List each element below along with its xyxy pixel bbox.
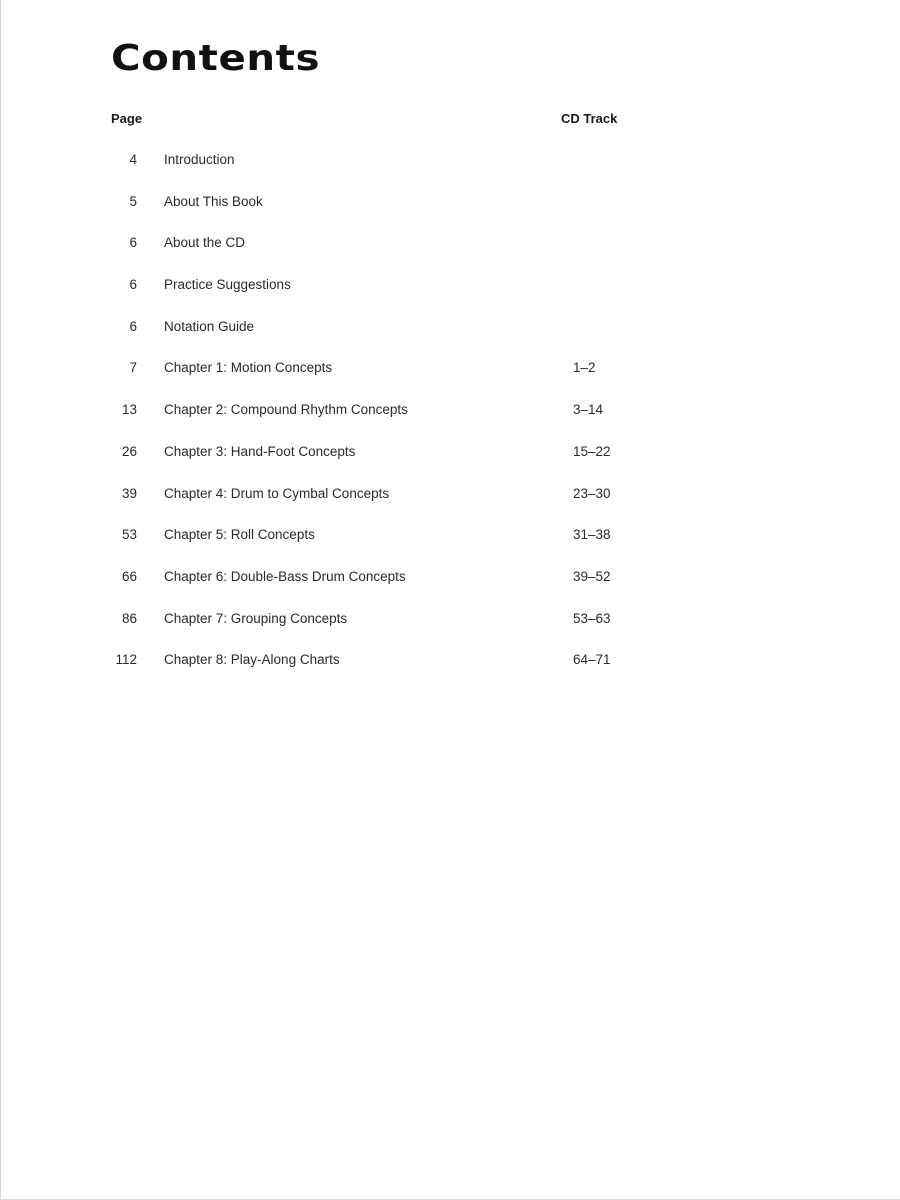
toc-cd-track: 64–71 [573,652,611,668]
toc-cd-track: 31–38 [573,527,611,543]
toc-page-number: 26 [121,443,137,459]
toc-cd-track: 1–2 [573,360,596,376]
toc-page-number: 6 [129,277,137,293]
toc-row [1,442,900,484]
toc-entry-title: Chapter 1: Motion Concepts [164,360,333,376]
toc-page-number: 13 [121,402,137,418]
toc-entry-title: Chapter 2: Compound Rhythm Concepts [164,402,408,418]
cd-track-column-header: CD Track [561,111,618,126]
toc-cd-track: 23–30 [573,485,611,501]
toc-row [1,317,900,359]
toc-entry-title: About This Book [164,193,263,209]
toc-page-number: 66 [121,568,137,584]
toc-row [1,150,900,192]
toc-entry-title: Chapter 6: Double-Bass Drum Concepts [164,568,406,584]
toc-entry-title: Notation Guide [164,318,255,334]
toc-entry-title: Chapter 3: Hand-Foot Concepts [164,443,356,459]
toc-row [1,650,900,692]
toc-page-number: 7 [129,360,137,376]
toc-row [1,358,900,400]
toc-page-number: 53 [121,527,137,543]
toc-entry-title: Introduction [164,152,235,167]
toc-page-number: 86 [121,610,137,626]
toc-row [1,192,900,234]
toc-row [1,400,900,442]
toc-cd-track: 39–52 [573,568,611,584]
toc-entry-title: Practice Suggestions [164,277,291,293]
toc-entry-title: Chapter 4: Drum to Cymbal Concepts [164,485,390,501]
toc-page-number: 6 [129,318,137,334]
page-column-header: Page [111,111,143,126]
toc-entry-title: Chapter 8: Play-Along Charts [164,652,340,668]
toc-cd-track: 15–22 [573,443,611,459]
toc-page-number: 112 [115,652,137,668]
toc-row [1,275,900,317]
toc-page-number: 6 [129,235,137,251]
toc-row [1,609,900,651]
toc-entry-title: About the CD [164,235,246,251]
toc-page-number: 5 [129,193,137,209]
toc-cd-track: 53–63 [573,610,611,626]
toc-row [1,233,900,275]
toc-page-number: 4 [129,152,137,167]
toc-row [1,484,900,526]
toc-row [1,567,900,609]
page-title: Contents [111,38,321,79]
toc-entry-title: Chapter 5: Roll Concepts [164,527,315,543]
toc-cd-track: 3–14 [573,402,604,418]
table-of-contents [1,150,900,692]
toc-entry-title: Chapter 7: Grouping Concepts [164,610,348,626]
toc-page-number: 39 [121,485,137,501]
toc-row [1,525,900,567]
